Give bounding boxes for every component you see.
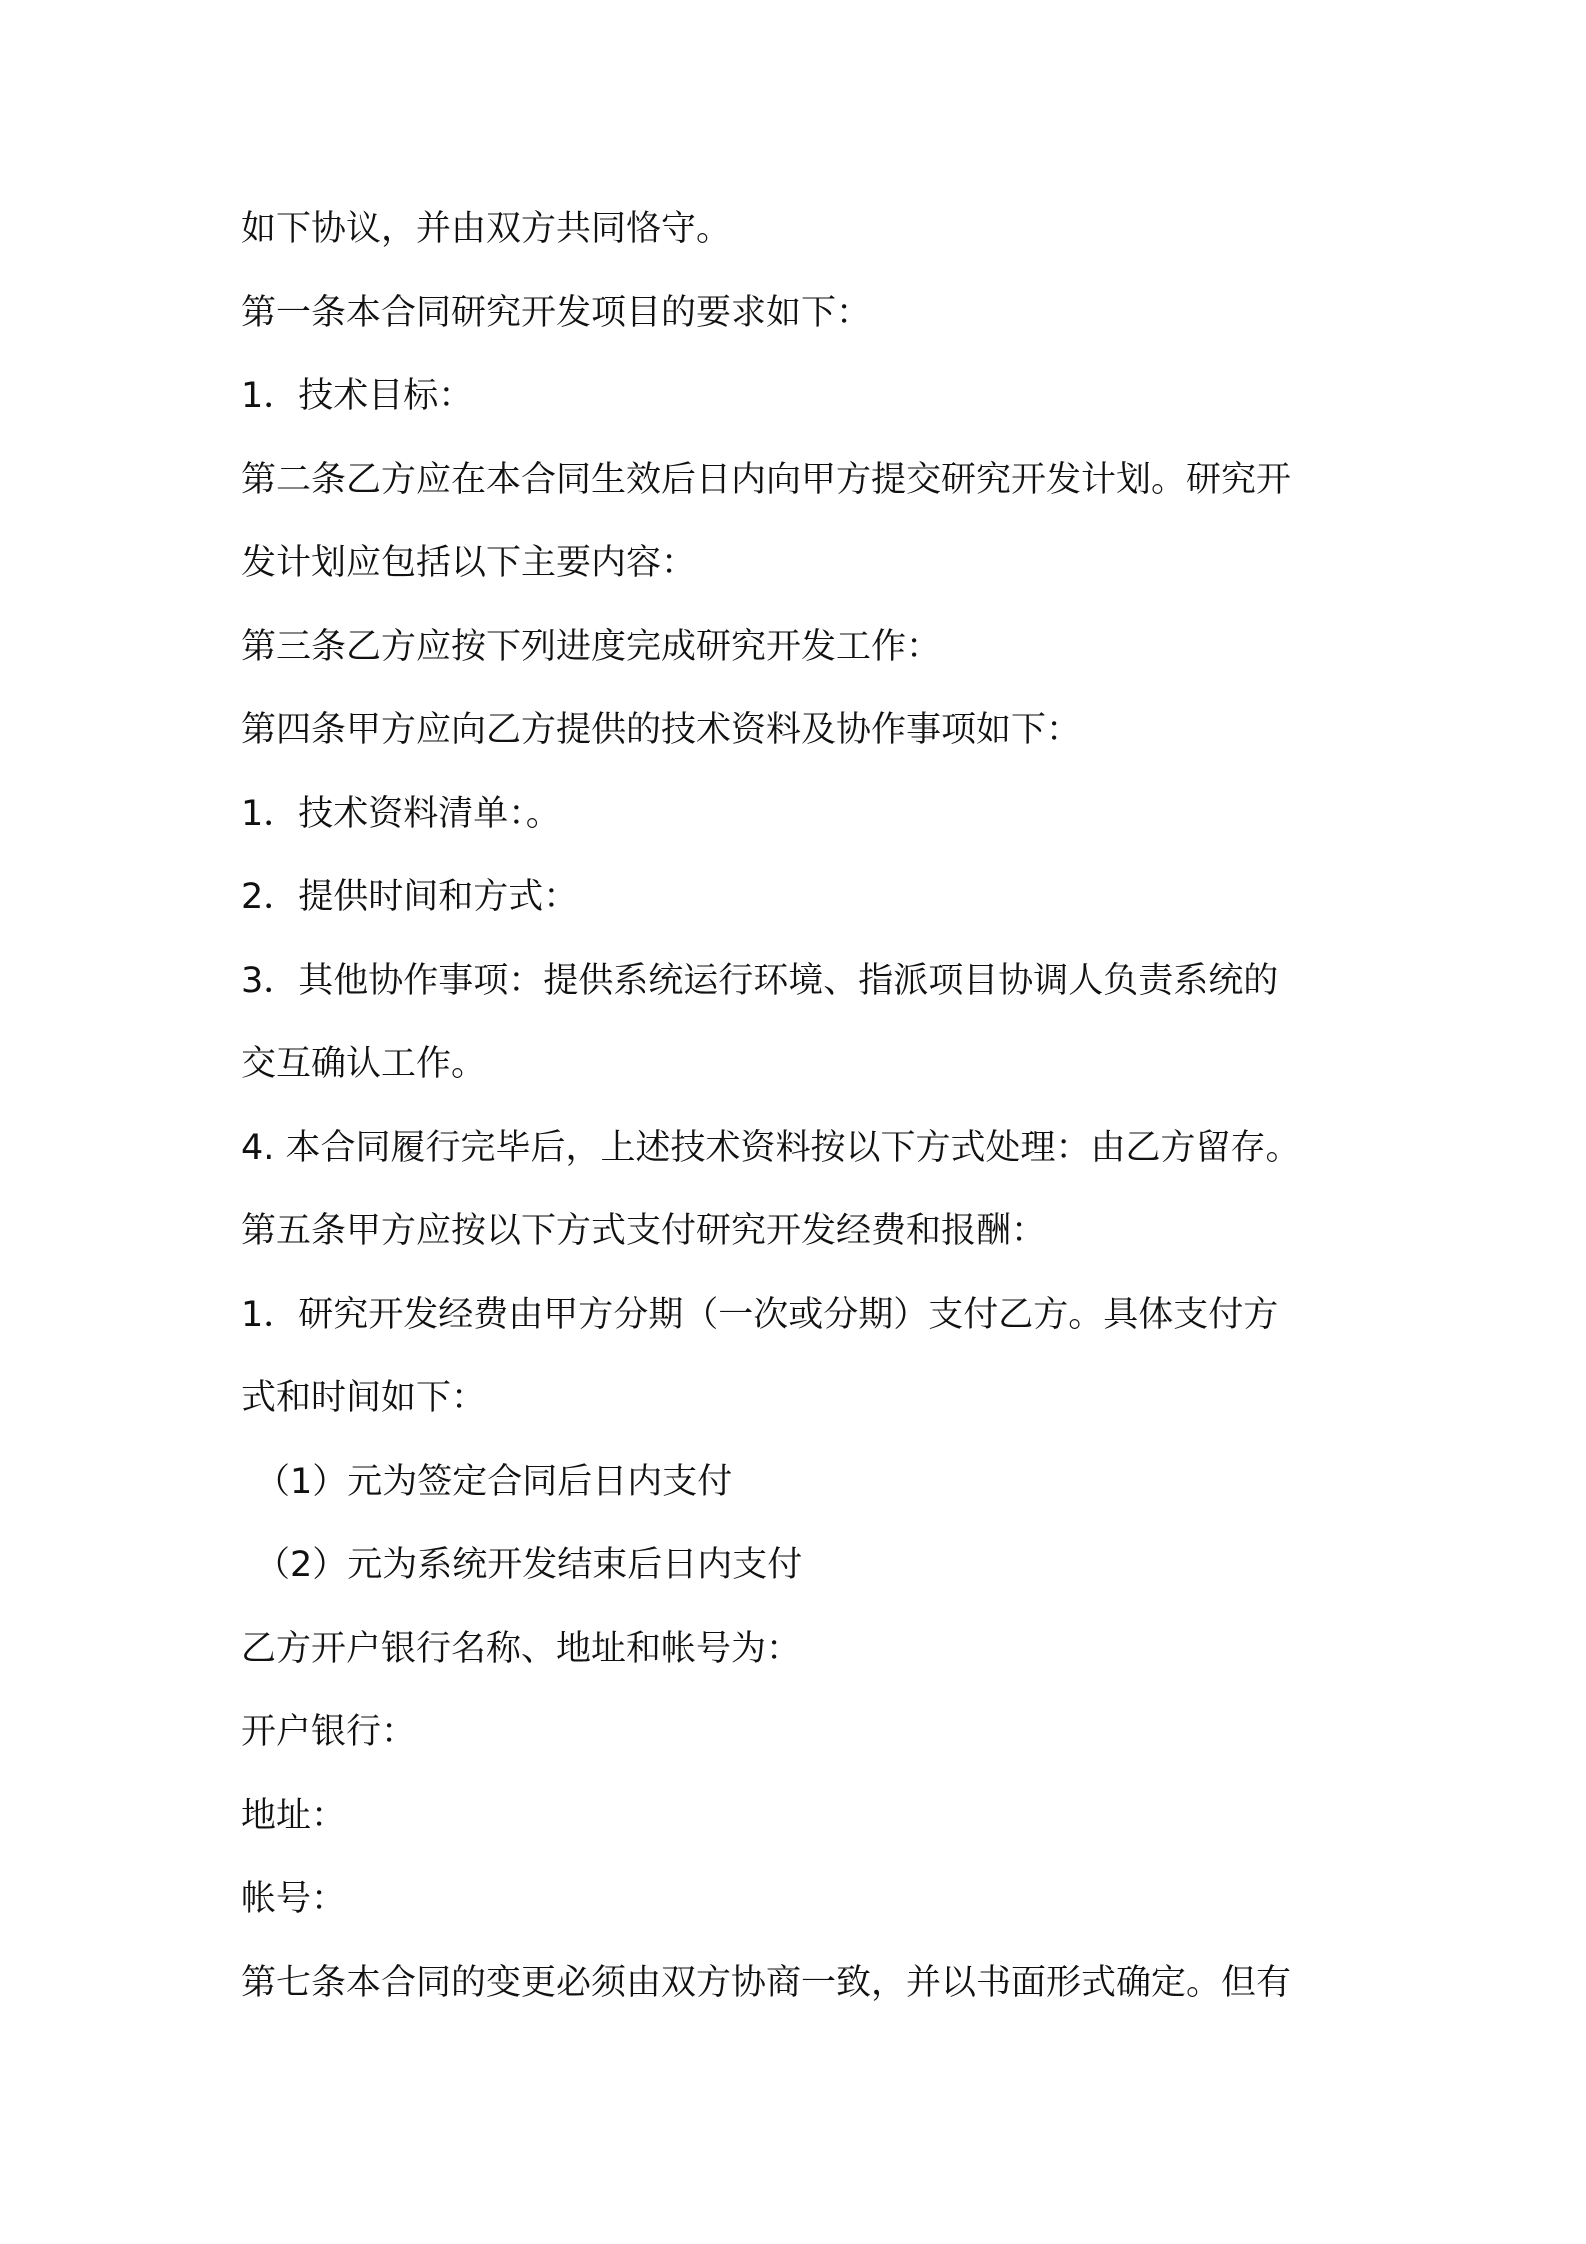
text-line-technical-goal: 1．技术目标： bbox=[241, 376, 474, 416]
text-line-article-4-heading: 第四条甲方应向乙方提供的技术资料及协作事项如下： bbox=[241, 710, 1082, 750]
text-line-article-2-part-1: 第二条乙方应在本合同生效后日内向甲方提交研究开发计划。研究开 bbox=[241, 459, 1292, 500]
text-line-article-7: 第七条本合同的变更必须由双方协商一致，并以书面形式确定。但有 bbox=[241, 1962, 1292, 2003]
text-line-other-cooperation-part-2: 交互确认工作。 bbox=[241, 1044, 487, 1084]
text-line-article-2-part-2: 发计划应包括以下主要内容： bbox=[241, 543, 697, 583]
text-line-bank-address: 地址： bbox=[241, 1795, 347, 1836]
text-line-payment-method-part-1: 1．研究开发经费由甲方分期（一次或分期）支付乙方。具体支付方 bbox=[241, 1294, 1279, 1335]
text-line-payment-installment-2: （2）元为系统开发结束后日内支付 bbox=[255, 1545, 803, 1585]
text-line-delivery-time-method: 2．提供时间和方式： bbox=[241, 877, 579, 917]
text-line-payment-method-part-2: 式和时间如下： bbox=[241, 1378, 487, 1418]
text-line-article-5-heading: 第五条甲方应按以下方式支付研究开发经费和报酬： bbox=[241, 1211, 1047, 1251]
contract-text-body bbox=[241, 188, 1361, 2025]
text-line-bank-name: 开户银行： bbox=[241, 1712, 417, 1752]
text-line-bank-info-heading: 乙方开户银行名称、地址和帐号为： bbox=[241, 1628, 802, 1669]
text-line-account-number: 帐号： bbox=[241, 1879, 347, 1919]
text-line-agreement-intro: 如下协议，并由双方共同恪守。 bbox=[241, 209, 732, 249]
text-line-article-1-heading: 第一条本合同研究开发项目的要求如下： bbox=[241, 292, 872, 333]
text-line-data-disposal: 4. 本合同履行完毕后，上述技术资料按以下方式处理：由乙方留存。 bbox=[241, 1127, 1301, 1168]
text-line-other-cooperation-part-1: 3．其他协作事项：提供系统运行环境、指派项目协调人负责系统的 bbox=[241, 960, 1279, 1001]
text-line-article-3: 第三条乙方应按下列进度完成研究开发工作： bbox=[241, 626, 942, 667]
text-line-technical-data-list: 1．技术资料清单：。 bbox=[241, 793, 561, 834]
text-line-payment-installment-1: （1）元为签定合同后日内支付 bbox=[255, 1461, 733, 1502]
